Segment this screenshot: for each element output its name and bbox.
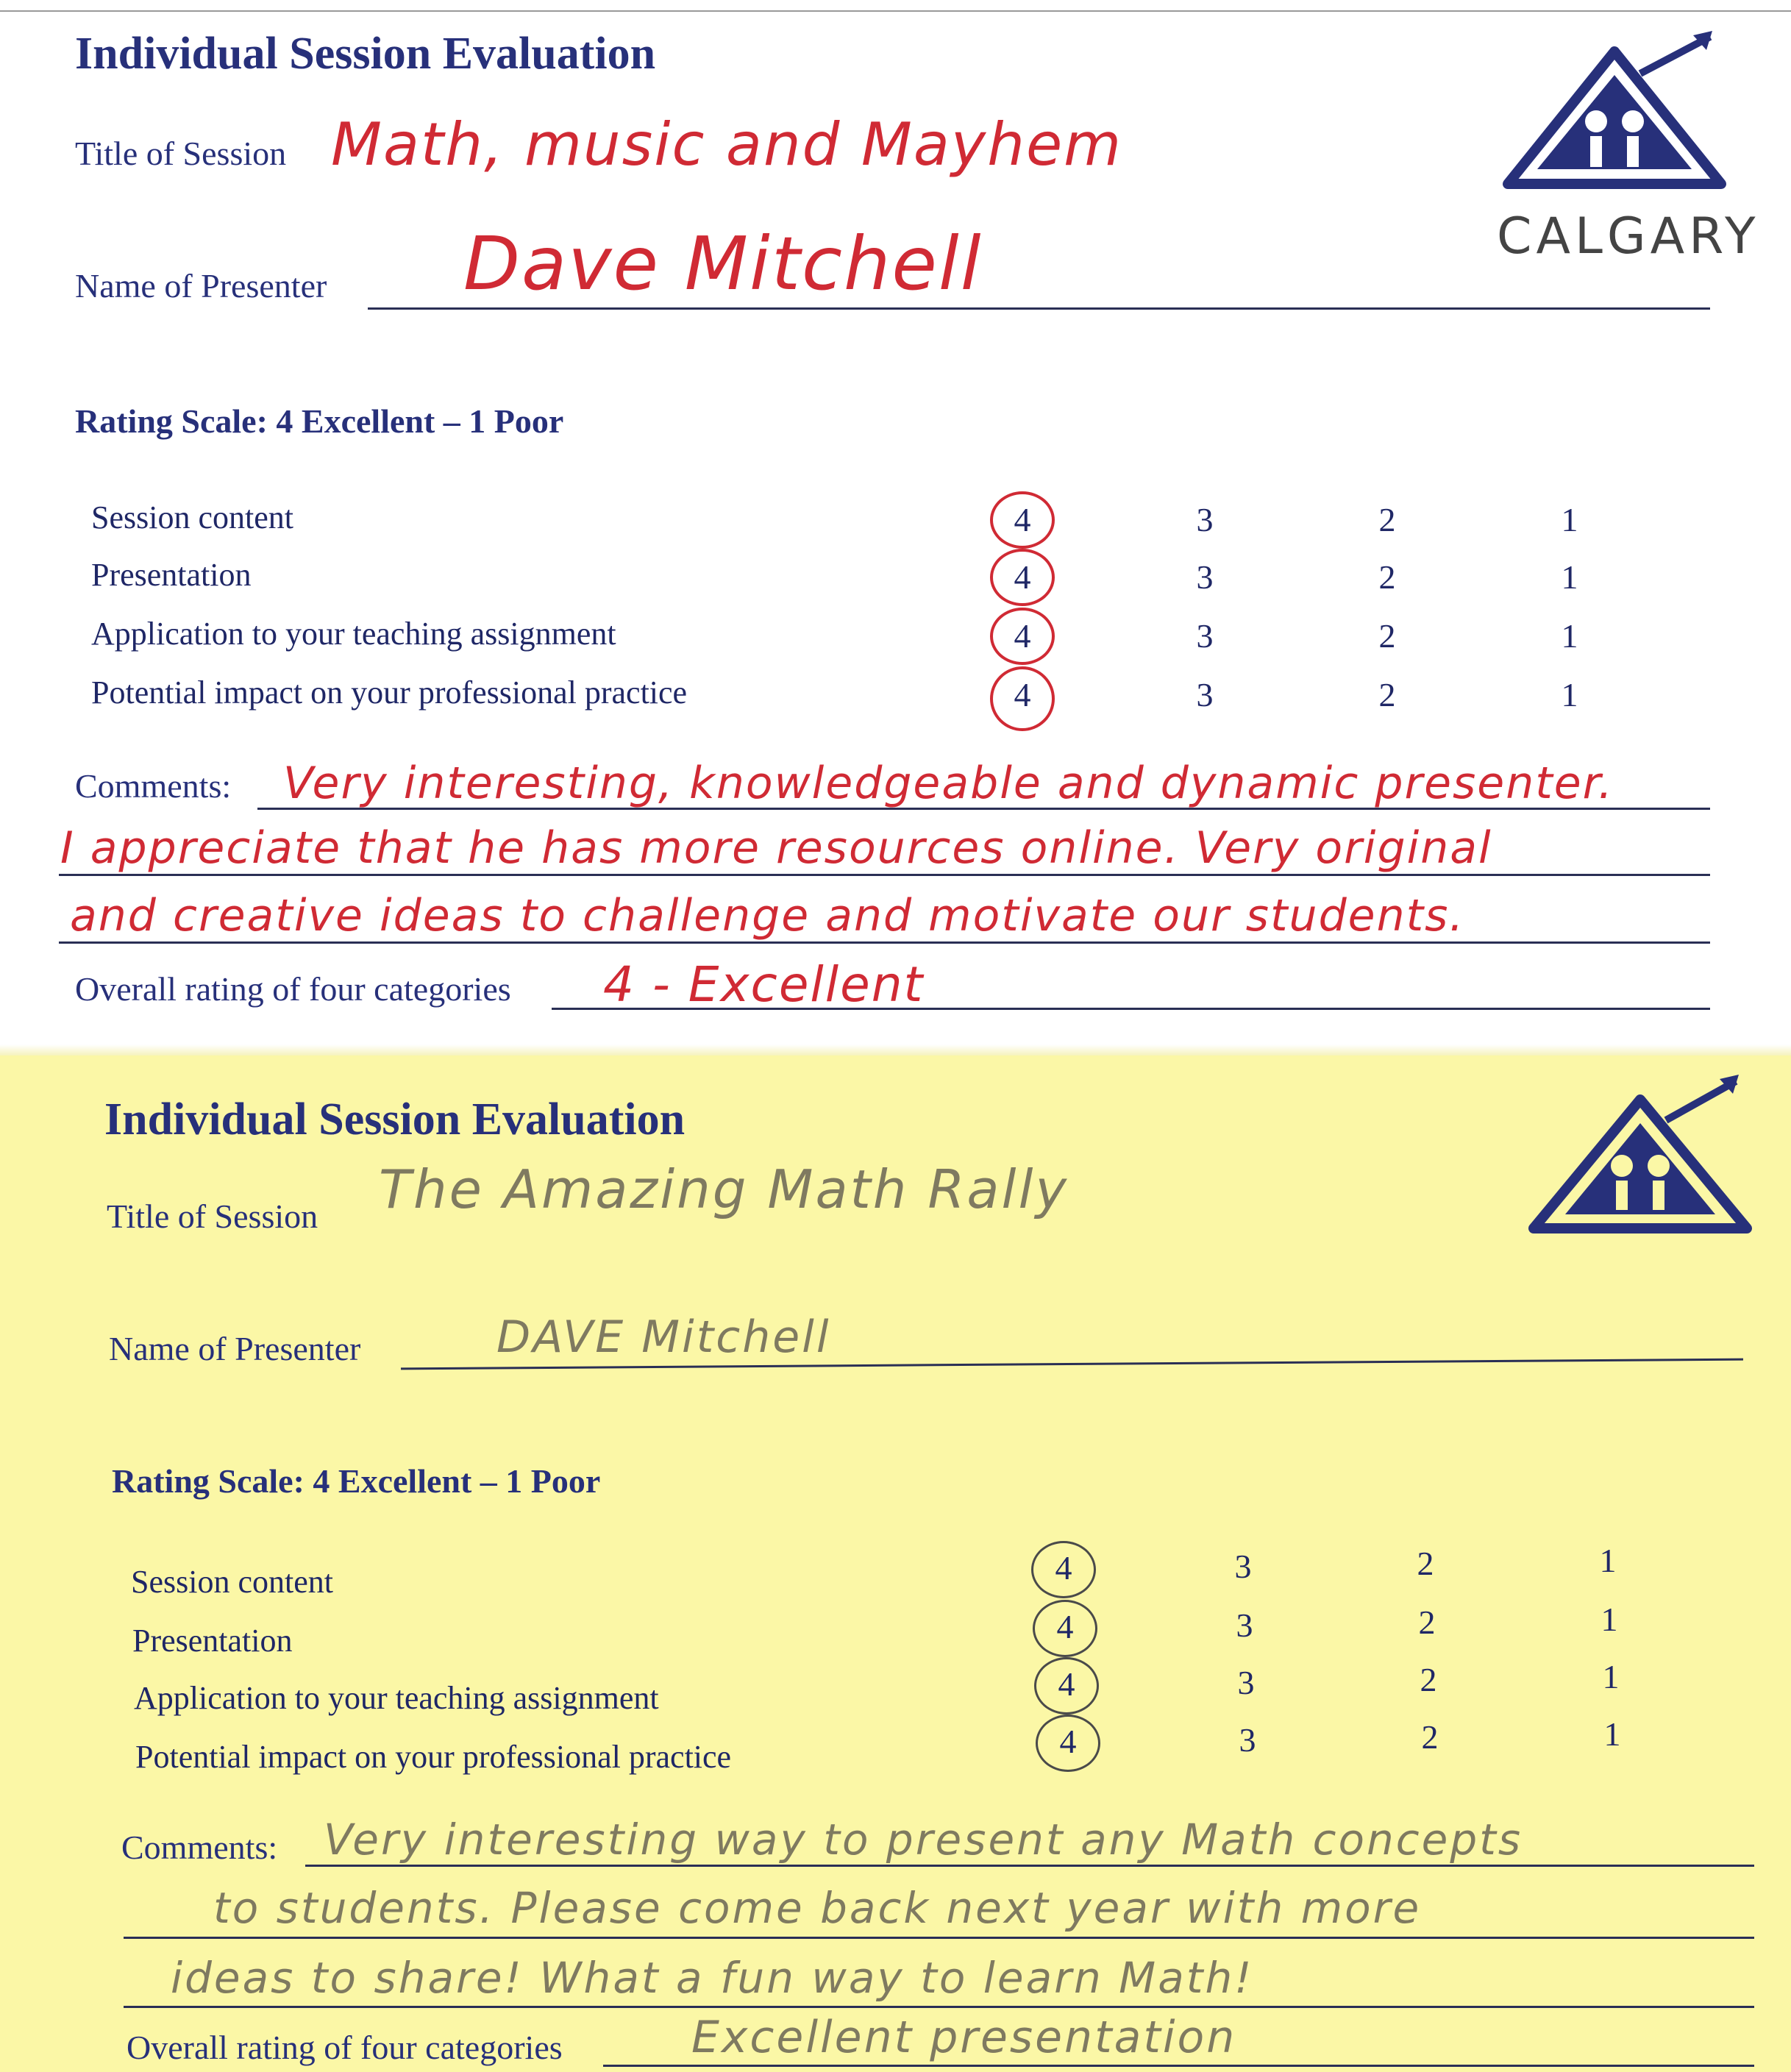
title-value: The Amazing Math Rally (379, 1158, 1069, 1220)
rating-scale-label: Rating Scale: 4 Excellent – 1 Poor (112, 1462, 601, 1500)
overall-line (603, 2065, 1754, 2067)
rating-option-4[interactable]: 4 (1056, 1608, 1074, 1645)
comments-label: Comments: (75, 767, 232, 805)
comment-text-line: and creative ideas to challenge and motivate our students. (70, 890, 1465, 941)
criterion-session-content: Session content (91, 499, 293, 535)
rating-option-2[interactable]: 2 (1418, 1603, 1436, 1641)
comments-line-3 (59, 941, 1710, 944)
title-value: Math, music and Mayhem (331, 110, 1123, 179)
criterion-application: Application to your teaching assignment (91, 616, 616, 652)
overall-value: 4 - Excellent (603, 956, 925, 1013)
rating-option-3[interactable]: 3 (1237, 1664, 1255, 1701)
comments-line-3 (124, 2006, 1754, 2008)
presenter-label: Name of Presenter (109, 1330, 361, 1367)
comment-text-line: Very interesting, knowledgeable and dynamic presenter. (283, 758, 1614, 809)
rating-option-3[interactable]: 3 (1234, 1548, 1252, 1585)
criterion-impact: Potential impact on your professional practice (135, 1739, 732, 1775)
scan-edge (0, 10, 1791, 12)
form-heading: Individual Session Evaluation (75, 29, 656, 79)
association-logo-icon (1523, 1070, 1758, 1239)
rating-option-1[interactable]: 1 (1600, 1601, 1618, 1638)
presenter-label: Name of Presenter (75, 267, 327, 305)
rating-option-2[interactable]: 2 (1421, 1718, 1439, 1756)
rating-option-1[interactable]: 1 (1602, 1658, 1620, 1695)
criterion-presentation: Presentation (132, 1623, 293, 1659)
rating-option-2[interactable]: 2 (1378, 617, 1396, 655)
criterion-application: Application to your teaching assignment (134, 1680, 659, 1716)
comments-label: Comments: (121, 1829, 278, 1866)
rating-option-1[interactable]: 1 (1561, 676, 1578, 713)
evaluation-form-2 (0, 1055, 1791, 2072)
criterion-presentation: Presentation (91, 557, 252, 593)
comment-text-line: Very interesting way to present any Math concepts (324, 1815, 1523, 1865)
presenter-line (368, 307, 1710, 310)
overall-value: Excellent presentation (691, 2012, 1237, 2063)
association-logo-icon (1493, 29, 1736, 199)
rating-option-3[interactable]: 3 (1236, 1606, 1253, 1644)
overall-label: Overall rating of four categories (75, 970, 511, 1008)
rating-option-1[interactable]: 1 (1603, 1715, 1621, 1753)
logo-city-text: CALGARY (1497, 207, 1760, 266)
comments-line-2 (59, 874, 1710, 876)
title-label: Title of Session (107, 1197, 318, 1235)
comment-text-line: to students. Please come back next year with more (213, 1883, 1422, 1933)
rating-option-4[interactable]: 4 (1014, 558, 1031, 596)
rating-option-1[interactable]: 1 (1561, 501, 1578, 538)
form-heading: Individual Session Evaluation (104, 1094, 686, 1144)
rating-option-2[interactable]: 2 (1378, 501, 1396, 538)
comments-line-2 (124, 1937, 1754, 1939)
rating-option-2[interactable]: 2 (1417, 1545, 1434, 1582)
presenter-value: DAVE Mitchell (496, 1311, 831, 1363)
rating-option-4[interactable]: 4 (1014, 501, 1031, 538)
rating-option-3[interactable]: 3 (1196, 676, 1214, 713)
rating-option-2[interactable]: 2 (1378, 676, 1396, 713)
rating-option-1[interactable]: 1 (1561, 617, 1578, 655)
rating-option-4[interactable]: 4 (1014, 617, 1031, 655)
rating-option-4[interactable]: 4 (1055, 1549, 1072, 1587)
rating-option-3[interactable]: 3 (1196, 558, 1214, 596)
comment-text-line: I appreciate that he has more resources online. Very original (60, 822, 1492, 874)
criterion-session-content: Session content (131, 1564, 333, 1600)
rating-option-1[interactable]: 1 (1561, 558, 1578, 596)
comment-text-line: ideas to share! What a fun way to learn Math! (171, 1953, 1254, 2003)
rating-scale-label: Rating Scale: 4 Excellent – 1 Poor (75, 402, 564, 440)
rating-option-3[interactable]: 3 (1196, 501, 1214, 538)
rating-option-2[interactable]: 2 (1378, 558, 1396, 596)
overall-label: Overall rating of four categories (127, 2029, 563, 2066)
criterion-impact: Potential impact on your professional practice (91, 674, 688, 711)
comments-line-1 (305, 1865, 1754, 1867)
presenter-value: Dave Mitchell (463, 221, 983, 307)
rating-option-3[interactable]: 3 (1239, 1721, 1256, 1759)
rating-option-4[interactable]: 4 (1014, 676, 1031, 713)
rating-option-2[interactable]: 2 (1420, 1661, 1437, 1698)
rating-option-3[interactable]: 3 (1196, 617, 1214, 655)
rating-option-4[interactable]: 4 (1059, 1723, 1077, 1760)
title-label: Title of Session (75, 135, 287, 172)
rating-option-4[interactable]: 4 (1058, 1665, 1075, 1703)
rating-option-1[interactable]: 1 (1599, 1542, 1617, 1579)
